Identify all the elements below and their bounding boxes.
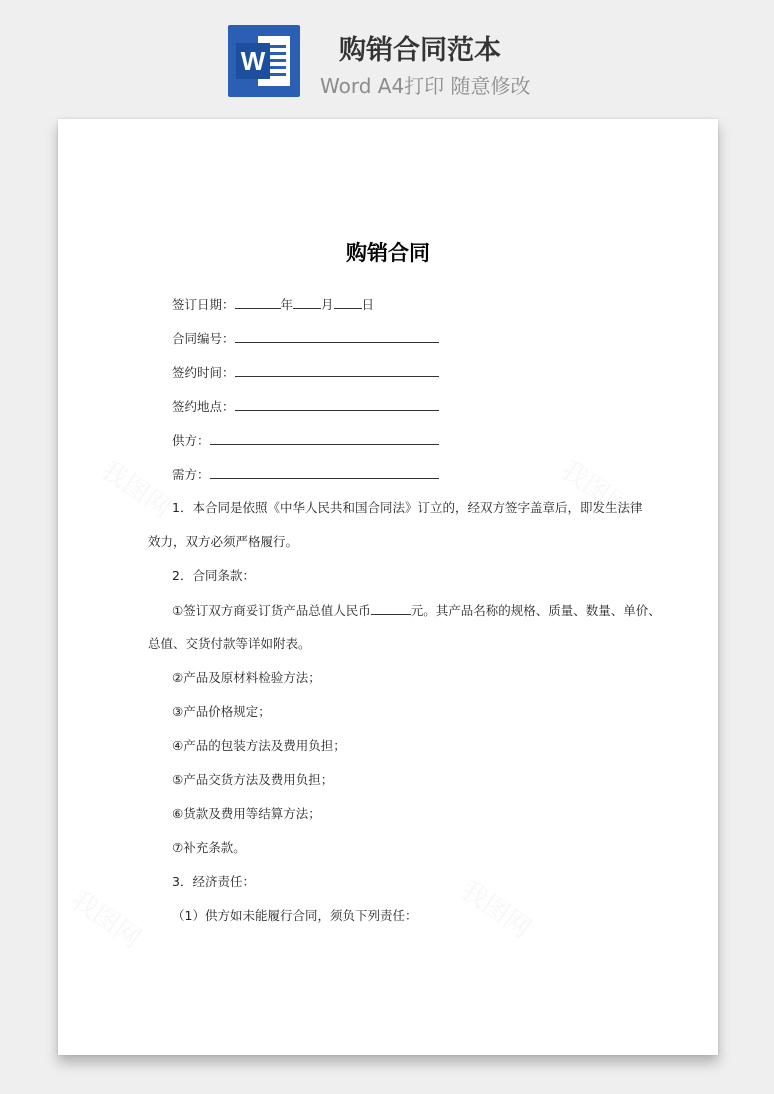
field-label: 签约时间： [172, 365, 235, 380]
watermark [94, 450, 179, 525]
blank-sign-time[interactable] [235, 364, 439, 377]
field-label: 合同编号： [172, 331, 235, 346]
blank-month[interactable] [293, 296, 321, 309]
document-page [58, 119, 718, 1055]
clause-2-item-1-line-2: 总值、交货付款等详如附表。 [148, 636, 311, 651]
blank-day[interactable] [334, 296, 362, 309]
watermark [64, 880, 149, 955]
word-logo-icon [228, 25, 300, 97]
clause-2-item-6: ⑥货款及费用等结算方法； [172, 806, 321, 821]
document-title: 购销合同 [346, 241, 430, 265]
blank-total-value[interactable] [371, 602, 411, 615]
clause-1-line-1: 1．本合同是依照《中华人民共和国合同法》订立的，经双方签字盖章后，即发生法律 [172, 500, 643, 515]
field-sign-date [172, 296, 374, 313]
banner-title: 购销合同范本 [339, 35, 501, 66]
banner-header [0, 0, 774, 115]
field-supplier [172, 432, 439, 449]
field-contract-number [172, 330, 439, 347]
field-sign-time [172, 364, 439, 381]
blank-buyer[interactable] [210, 466, 439, 479]
blank-year[interactable] [235, 296, 281, 309]
day-unit: 日 [361, 297, 375, 312]
field-label: 签订日期： [172, 297, 235, 312]
month-unit: 月 [321, 297, 334, 312]
blank-sign-place[interactable] [235, 398, 439, 411]
clause-3-heading: 3．经济责任： [172, 874, 255, 889]
banner-subtitle: Word A4打印 随意修改 [320, 74, 531, 98]
field-label: 需方： [172, 467, 210, 482]
field-label: 签约地点： [172, 399, 235, 414]
field-sign-place [172, 398, 439, 415]
clause-2-item-3: ③产品价格规定； [172, 704, 271, 719]
clause-2-item-4: ④产品的包装方法及费用负担； [172, 738, 346, 753]
field-label: 供方： [172, 433, 210, 448]
blank-supplier[interactable] [210, 432, 439, 445]
year-unit: 年 [280, 297, 294, 312]
clause-2-item-2: ②产品及原材料检验方法； [172, 670, 321, 685]
field-buyer [172, 466, 439, 483]
clause-2-item-5: ⑤产品交货方法及费用负担； [172, 772, 334, 787]
clause-2-item-7: ⑦补充条款。 [172, 840, 246, 855]
blank-contract-number[interactable] [235, 330, 439, 343]
clause-3-item-1: （1）供方如未能履行合同，须负下列责任： [172, 908, 418, 923]
clause-1-line-2: 效力，双方必须严格履行。 [148, 534, 299, 549]
clause-2-item-1-line-1: ①签订双方商妥订货产品总值人民币 元。其产品名称的规格、质量、数量、单价、 [172, 603, 661, 618]
clause-2-heading: 2．合同条款： [172, 568, 255, 583]
word-letter: W [236, 43, 270, 79]
watermark [454, 870, 539, 945]
